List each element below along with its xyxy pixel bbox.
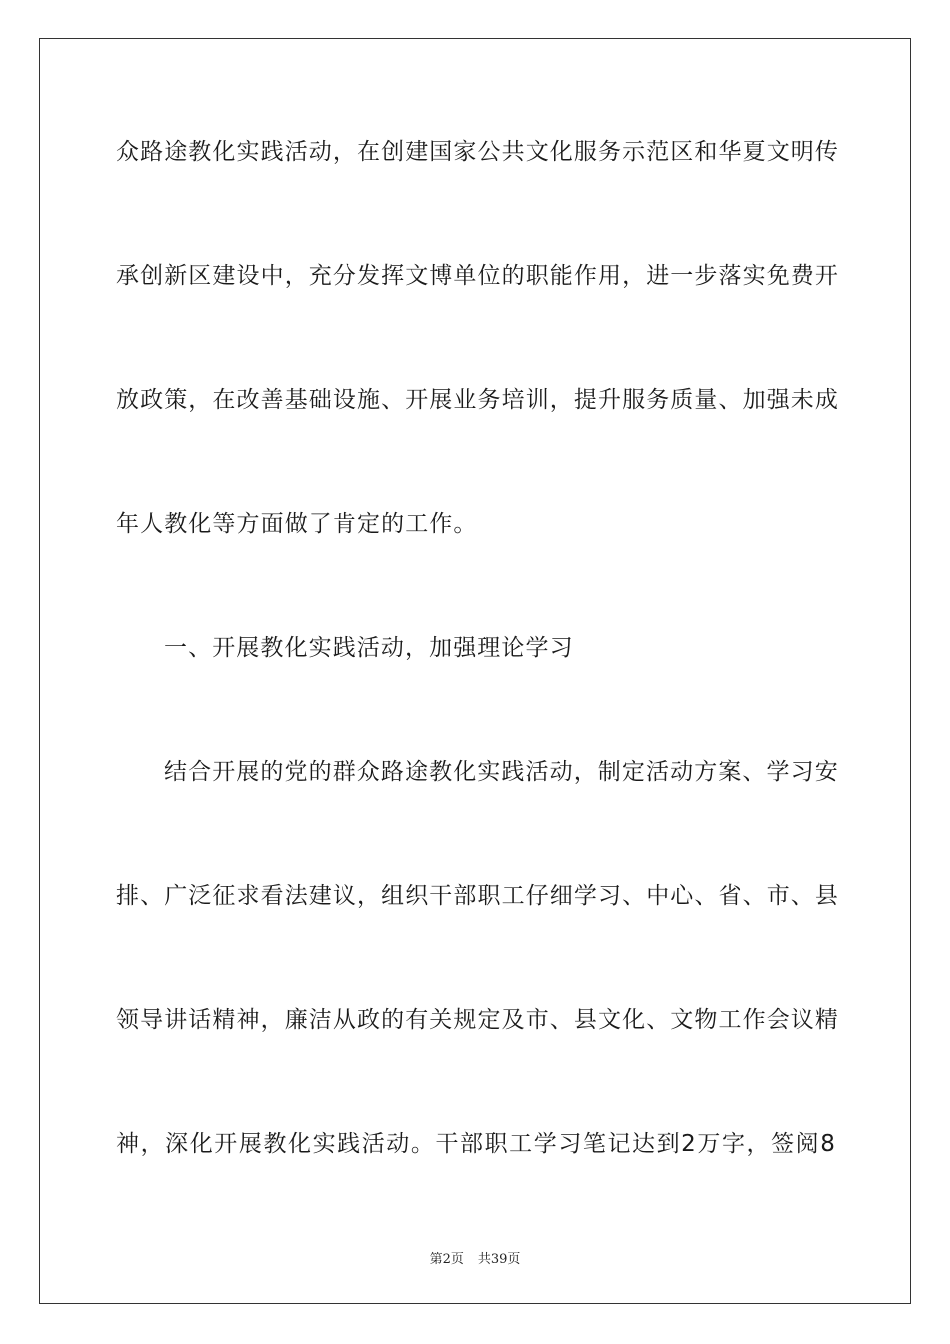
paragraph-line: 承创新区建设中，充分发挥文博单位的职能作用，进一步落实免费开 (116, 263, 839, 289)
paragraph-line: 年人教化等方面做了肯定的工作。 (116, 511, 478, 537)
page-border (39, 38, 911, 1304)
paragraph-line: 神，深化开展教化实践活动。干部职工学习笔记达到2万字，签阅8 (116, 1131, 836, 1157)
page-number: 第2页 (429, 1252, 464, 1267)
paragraph-line: 结合开展的党的群众路途教化实践活动，制定活动方案、学习安 (164, 759, 839, 785)
paragraph-line: 排、广泛征求看法建议，组织干部职工仔细学习、中心、省、市、县 (116, 883, 839, 909)
paragraph-line: 众路途教化实践活动，在创建国家公共文化服务示范区和华夏文明传 (116, 139, 839, 165)
paragraph-line: 放政策，在改善基础设施、开展业务培训，提升服务质量、加强未成 (116, 387, 839, 413)
page-footer (0, 1248, 950, 1267)
section-heading: 一、开展教化实践活动，加强理论学习 (164, 635, 574, 661)
page-total: 共39页 (477, 1252, 521, 1267)
paragraph-line: 领导讲话精神，廉洁从政的有关规定及市、县文化、文物工作会议精 (116, 1007, 839, 1033)
